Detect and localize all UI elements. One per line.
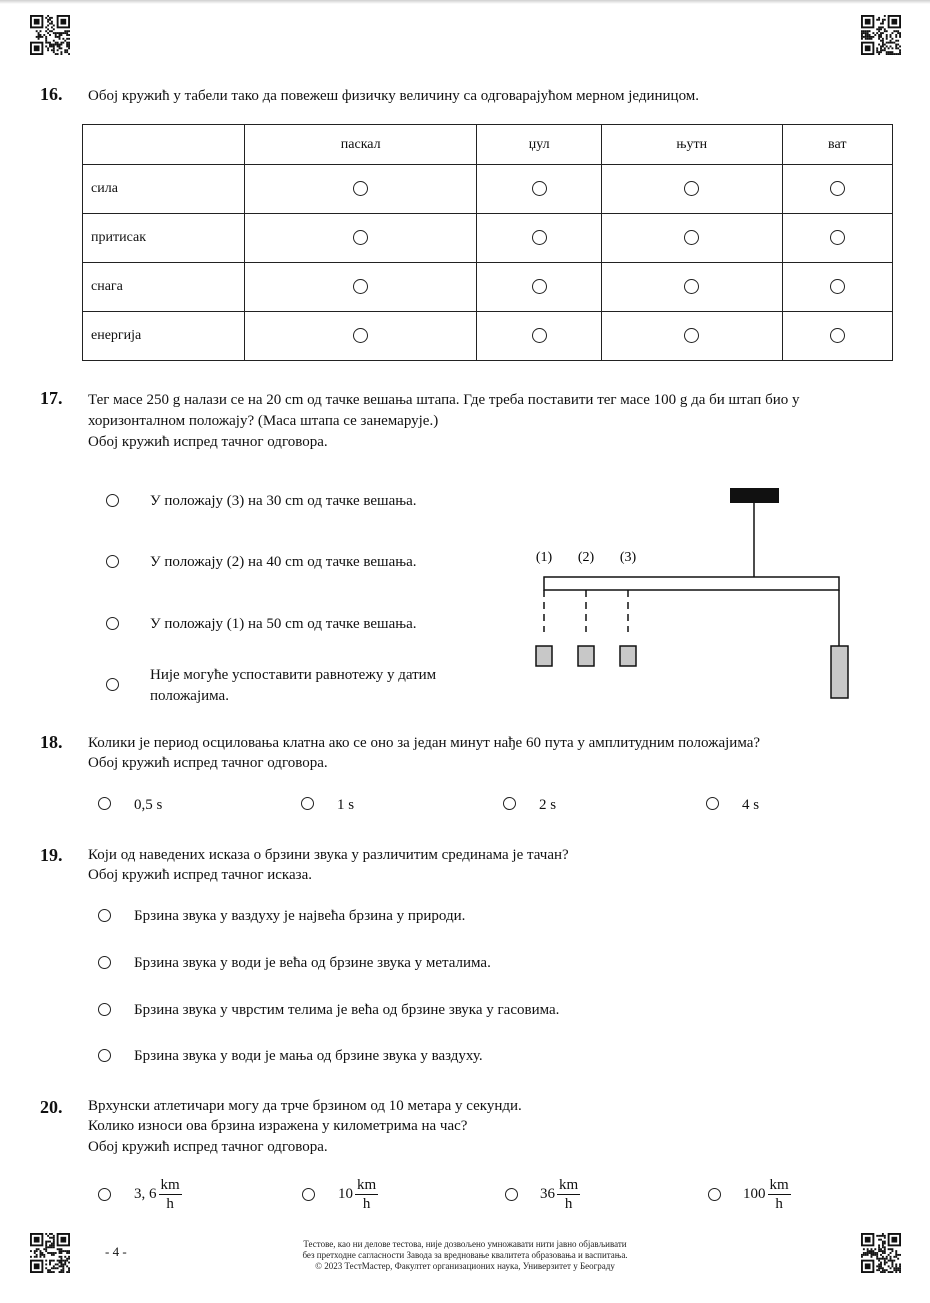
radio-button[interactable] — [106, 617, 119, 630]
question-number: 20. — [40, 1097, 63, 1117]
answer-option: Брзина звука у води је мања од брзине звука у ваздуху. — [134, 1048, 483, 1064]
answer-option — [134, 1176, 182, 1213]
radio-button[interactable] — [684, 230, 699, 245]
question-text: Врхунски атлетичари могу да трче брзином од 10 метара у секунди. — [88, 1098, 522, 1114]
question-number: 18. — [40, 732, 63, 752]
radio-button[interactable] — [684, 279, 699, 294]
answer-option: Брзина звука у чврстим телима је већа од брзине звука у гасовима. — [134, 1002, 560, 1018]
answer-option: У положају (3) на 30 cm од тачке вешања. — [150, 493, 417, 509]
unit-numerator: km — [160, 1177, 180, 1193]
qr-code-icon — [861, 15, 901, 55]
footer-line: © 2023 ТестМастер, Факултет организационих наука, Универзитет у Београду — [315, 1261, 615, 1271]
radio-button[interactable] — [98, 1188, 111, 1201]
unit-numerator: km — [357, 1177, 377, 1193]
column-header: ват — [782, 125, 892, 165]
weight-slot-3 — [620, 646, 636, 666]
answer-option: Брзина звука у ваздуху је највећа брзина у природи. — [134, 908, 466, 924]
radio-button[interactable] — [684, 181, 699, 196]
position-label: (2) — [577, 550, 595, 565]
radio-button[interactable] — [353, 279, 368, 294]
radio-button[interactable] — [98, 1003, 111, 1016]
top-border — [0, 0, 930, 4]
radio-button[interactable] — [98, 909, 111, 922]
question-number: 17. — [40, 388, 63, 408]
answer-option: положајима. — [150, 688, 229, 704]
answer-option: Није могуће успоставити равнотежу у датим — [150, 667, 437, 683]
answer-option: 1 s — [337, 797, 355, 813]
row-label: сила — [83, 165, 245, 214]
answer-option — [540, 1176, 580, 1213]
question-number: 19. — [40, 845, 63, 865]
radio-button[interactable] — [106, 555, 119, 568]
qr-code-icon — [861, 1233, 901, 1273]
radio-button[interactable] — [684, 328, 699, 343]
unit-denominator: h — [775, 1196, 783, 1212]
radio-button[interactable] — [706, 797, 719, 810]
radio-button[interactable] — [302, 1188, 315, 1201]
lever-diagram — [520, 480, 860, 705]
radio-button[interactable] — [98, 797, 111, 810]
radio-button[interactable] — [830, 328, 845, 343]
hanging-weight — [831, 646, 848, 698]
radio-button[interactable] — [301, 797, 314, 810]
answer-option: 0,5 s — [134, 797, 163, 813]
radio-button[interactable] — [353, 230, 368, 245]
question-instruction: Обој кружић испред тачног исказа. — [88, 867, 312, 883]
question-text: Обој кружић у табели тако да повежеш физичку величину са одговарајућом мерном јединицом. — [88, 88, 700, 104]
question-text: хоризонталном положају? (Маса штапа се занемарује.) — [88, 413, 439, 429]
footer-notice — [240, 1239, 690, 1272]
radio-button[interactable] — [830, 230, 845, 245]
answer-value: 36 — [540, 1186, 555, 1202]
answer-value: 3, 6 — [134, 1186, 157, 1202]
table-row — [83, 165, 893, 214]
lever-rod — [544, 577, 839, 590]
radio-button[interactable] — [532, 181, 547, 196]
position-label: (3) — [619, 550, 637, 565]
answer-option: Брзина звука у води је већа од брзине звука у металима. — [134, 955, 491, 971]
footer-line: Тестове, као ни делове тестова, није дозвољено умножавати нити јавно објављивати — [303, 1239, 627, 1249]
question-number: 16. — [40, 84, 63, 104]
unit-numerator: km — [769, 1177, 789, 1193]
answer-option: У положају (1) на 50 cm од тачке вешања. — [150, 616, 417, 632]
qr-code-icon — [30, 15, 70, 55]
page-number: - 4 - — [105, 1244, 127, 1259]
weight-slot-2 — [578, 646, 594, 666]
radio-button[interactable] — [532, 279, 547, 294]
column-header: њутн — [601, 125, 782, 165]
table-row — [83, 312, 893, 361]
radio-button[interactable] — [708, 1188, 721, 1201]
question-instruction: Обој кружић испред тачног одговора. — [88, 755, 328, 771]
ceiling-mount — [730, 488, 779, 503]
unit-denominator: h — [564, 1196, 573, 1212]
answer-option: 2 s — [539, 797, 557, 813]
question-text: Колико износи ова брзина изражена у километрима на час? — [88, 1118, 468, 1134]
radio-button[interactable] — [353, 328, 368, 343]
radio-button[interactable] — [98, 956, 111, 969]
unit-denominator: h — [362, 1196, 371, 1212]
radio-button[interactable] — [830, 181, 845, 196]
answer-option — [743, 1176, 791, 1213]
matching-table — [82, 124, 893, 361]
table-row — [83, 263, 893, 312]
row-label: притисак — [83, 214, 245, 263]
radio-button[interactable] — [532, 230, 547, 245]
footer-line: без претходне сагласности Завода за вредновање квалитета образовања и васпитања. — [302, 1250, 628, 1260]
question-text: Који од наведених исказа о брзини звука у различитим срединама је тачан? — [88, 847, 569, 863]
radio-button[interactable] — [532, 328, 547, 343]
question-instruction: Обој кружић испред тачног одговора. — [88, 434, 328, 450]
question-instruction: Обој кружић испред тачног одговора. — [88, 1139, 328, 1155]
radio-button[interactable] — [830, 279, 845, 294]
unit-denominator: h — [166, 1196, 174, 1212]
question-text: Тег масе 250 g налази се на 20 cm од тачке вешања штапа. Где треба поставити тег масе 100 g да би штап био у — [88, 392, 800, 408]
radio-button[interactable] — [106, 494, 119, 507]
radio-button[interactable] — [98, 1049, 111, 1062]
unit-numerator: km — [559, 1177, 579, 1193]
answer-option — [338, 1176, 378, 1213]
row-label: снага — [83, 263, 245, 312]
column-header: паскал — [245, 125, 477, 165]
radio-button[interactable] — [106, 678, 119, 691]
qr-code-icon — [30, 1233, 70, 1273]
answer-option: У положају (2) на 40 cm од тачке вешања. — [150, 554, 417, 570]
weight-slot-1 — [536, 646, 552, 666]
radio-button[interactable] — [353, 181, 368, 196]
answer-value: 10 — [338, 1186, 353, 1202]
answer-value: 100 — [743, 1186, 766, 1202]
column-header: џул — [477, 125, 601, 165]
position-label: (1) — [535, 550, 553, 565]
question-text: Колики је период осциловања клатна ако се оно за један минут нађе 60 пута у амплитудним положајима? — [88, 735, 761, 751]
row-label: енергија — [83, 312, 245, 361]
answer-option: 4 s — [742, 797, 760, 813]
radio-button[interactable] — [505, 1188, 518, 1201]
table-corner — [83, 125, 245, 165]
radio-button[interactable] — [503, 797, 516, 810]
table-row — [83, 214, 893, 263]
